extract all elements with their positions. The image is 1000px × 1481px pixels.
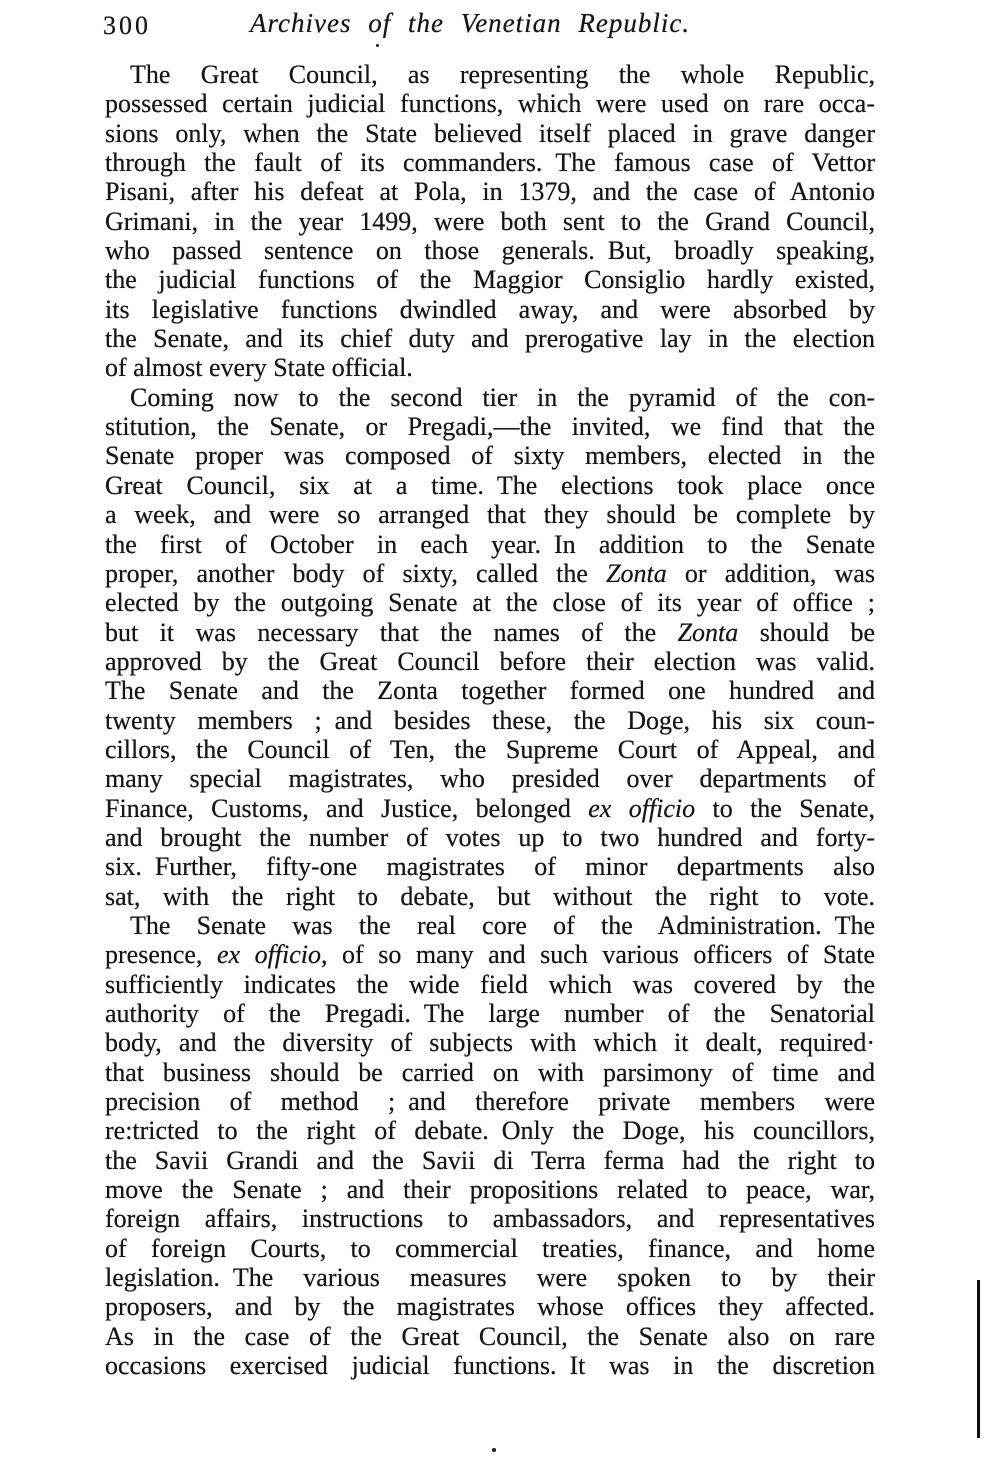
text-line xyxy=(105,940,875,969)
text-line xyxy=(105,353,875,382)
text-line xyxy=(105,89,875,118)
text-line xyxy=(105,412,875,441)
text-line xyxy=(105,530,875,559)
text-run: Grimani, in the year 1499, were both sent to the Grand Council, xyxy=(105,206,875,236)
text-run: sufficiently indicates the wide field which was covered by the xyxy=(105,969,875,999)
text-line xyxy=(105,1116,875,1145)
text-run: the Senate, and its chief duty and prerogative lay in the election xyxy=(105,324,875,354)
text-line xyxy=(105,794,875,823)
margin-ink-line xyxy=(977,1280,980,1438)
text-run: sions only, when the State believed itself placed in grave danger xyxy=(105,118,875,148)
text-run: a week, and were so arranged that they should be complete by xyxy=(105,500,875,530)
text-run: precision of method ; and therefore private members were xyxy=(105,1087,875,1117)
text-run: authority of the Pregadi. The large number of the Senatorial xyxy=(105,999,875,1028)
text-run: occasions exercised judicial functions. It was in the discretion xyxy=(105,1351,875,1381)
text-run: and brought the number of votes up to two hundred and forty- xyxy=(105,822,875,852)
text-run: re:tricted to the right of debate. Only the Doge, his councillors, xyxy=(105,1116,875,1146)
text-line xyxy=(105,618,875,647)
text-run: who passed sentence on those generals. But, broadly speaking, xyxy=(105,236,875,266)
text-run: Finance, Customs, and Justice, belonged xyxy=(105,793,589,823)
text-line xyxy=(105,559,875,588)
text-line xyxy=(105,441,875,470)
text-line xyxy=(105,471,875,500)
text-run: legislation. The various measures were spoken to by their xyxy=(105,1263,875,1293)
text-run: but it was necessary that the names of the xyxy=(105,617,678,647)
text-line xyxy=(105,324,875,353)
italic-text: Zonta xyxy=(606,558,667,588)
italic-text: ex officio xyxy=(216,940,322,970)
text-run: should be xyxy=(738,617,875,647)
text-line xyxy=(105,1322,875,1351)
paragraph xyxy=(105,60,875,383)
text-line xyxy=(105,295,875,324)
text-run: approved by the Great Council before their election was valid. xyxy=(105,646,875,676)
text-run: body, and the diversity of subjects with which it dealt, required· xyxy=(105,1028,875,1058)
text-line xyxy=(105,882,875,911)
text-run: possessed certain judicial functions, which were used on rare occa- xyxy=(105,89,875,119)
text-line xyxy=(105,236,875,265)
text-run: The Great Council, as representing the whole Republic, xyxy=(130,60,875,89)
text-run: Senate proper was composed of sixty members, elected in the xyxy=(105,441,875,471)
text-line xyxy=(105,1351,875,1380)
text-run: presence, xyxy=(105,940,217,970)
text-run: elected by the outgoing Senate at the close of its year of office ; xyxy=(105,588,875,618)
text-line xyxy=(105,500,875,529)
text-run: twenty members ; and besides these, the Doge, his six coun- xyxy=(105,705,875,735)
text-run: the first of October in each year. In addition to the Senate xyxy=(105,529,875,559)
ink-dot-below-title xyxy=(376,44,379,47)
text-line xyxy=(105,383,875,412)
text-run: The Senate and the Zonta together formed one hundred and xyxy=(105,676,875,706)
paragraph xyxy=(105,383,875,911)
text-run: foreign affairs, instructions to ambassadors, and representatives xyxy=(105,1204,875,1234)
text-run: , of so many and such various officers of State xyxy=(321,940,876,970)
text-line xyxy=(105,823,875,852)
paragraph xyxy=(105,911,875,1381)
text-line xyxy=(105,647,875,676)
page-body xyxy=(105,60,875,1380)
text-line xyxy=(105,207,875,236)
text-line xyxy=(105,1263,875,1292)
text-line xyxy=(105,706,875,735)
text-run: many special magistrates, who presided over departments of xyxy=(105,764,875,794)
text-run: As in the case of the Great Council, the Senate also on rare xyxy=(105,1321,875,1351)
text-line xyxy=(105,1028,875,1057)
text-run: the Savii Grandi and the Savii di Terra ferma had the right to xyxy=(105,1145,875,1175)
italic-text: ex officio xyxy=(588,793,696,823)
text-run: The Senate was the real core of the Administration. The xyxy=(130,910,875,940)
text-line xyxy=(105,1058,875,1087)
page-number: 300 xyxy=(103,11,151,40)
text-run: the judicial functions of the Maggior Consiglio hardly existed, xyxy=(105,265,875,295)
text-line xyxy=(105,970,875,999)
text-run: proper, another body of sixty, called the xyxy=(105,558,607,588)
text-run: move the Senate ; and their propositions related to peace, war, xyxy=(105,1175,875,1205)
text-run: Coming now to the second tier in the pyramid of the con- xyxy=(130,382,875,412)
ink-dot-bottom xyxy=(492,1448,496,1452)
text-run: six. Further, fifty-one magistrates of minor departments also xyxy=(105,852,875,882)
text-run: Pisani, after his defeat at Pola, in 1379, and the case of Antonio xyxy=(105,177,875,207)
text-line xyxy=(105,764,875,793)
text-line xyxy=(105,1204,875,1233)
text-run: to the Senate, xyxy=(695,793,876,823)
text-line xyxy=(105,911,875,940)
text-line xyxy=(105,265,875,294)
text-line xyxy=(105,676,875,705)
text-line xyxy=(105,852,875,881)
text-line xyxy=(105,1175,875,1204)
text-run: cillors, the Council of Ten, the Supreme Court of Appeal, and xyxy=(105,734,875,764)
text-line xyxy=(105,1234,875,1263)
text-run: of almost every State official. xyxy=(105,353,413,383)
text-line xyxy=(105,177,875,206)
text-run: its legislative functions dwindled away, and were absorbed by xyxy=(105,294,875,324)
italic-text: Zonta xyxy=(677,617,739,647)
text-run: stitution, the Senate, or Pregadi,—the invited, we find that the xyxy=(105,412,875,442)
text-run: or addition, was xyxy=(666,558,875,588)
text-line xyxy=(105,1292,875,1321)
text-run: through the fault of its commanders. The famous case of Vettor xyxy=(105,148,875,178)
text-line xyxy=(105,119,875,148)
text-line xyxy=(105,588,875,617)
text-line xyxy=(105,60,875,89)
text-line xyxy=(105,1146,875,1175)
running-title: Archives of the Venetian Republic. xyxy=(250,8,691,38)
text-line xyxy=(105,735,875,764)
text-run: Great Council, six at a time. The elections took place once xyxy=(105,470,875,500)
text-line xyxy=(105,999,875,1028)
text-line xyxy=(105,148,875,177)
text-run: of foreign Courts, to commercial treaties, finance, and home xyxy=(105,1233,875,1263)
text-run: that business should be carried on with parsimony of time and xyxy=(105,1057,875,1087)
text-line xyxy=(105,1087,875,1116)
text-run: sat, with the right to debate, but without the right to vote. xyxy=(105,881,875,911)
text-run: proposers, and by the magistrates whose offices they affected. xyxy=(105,1292,875,1322)
